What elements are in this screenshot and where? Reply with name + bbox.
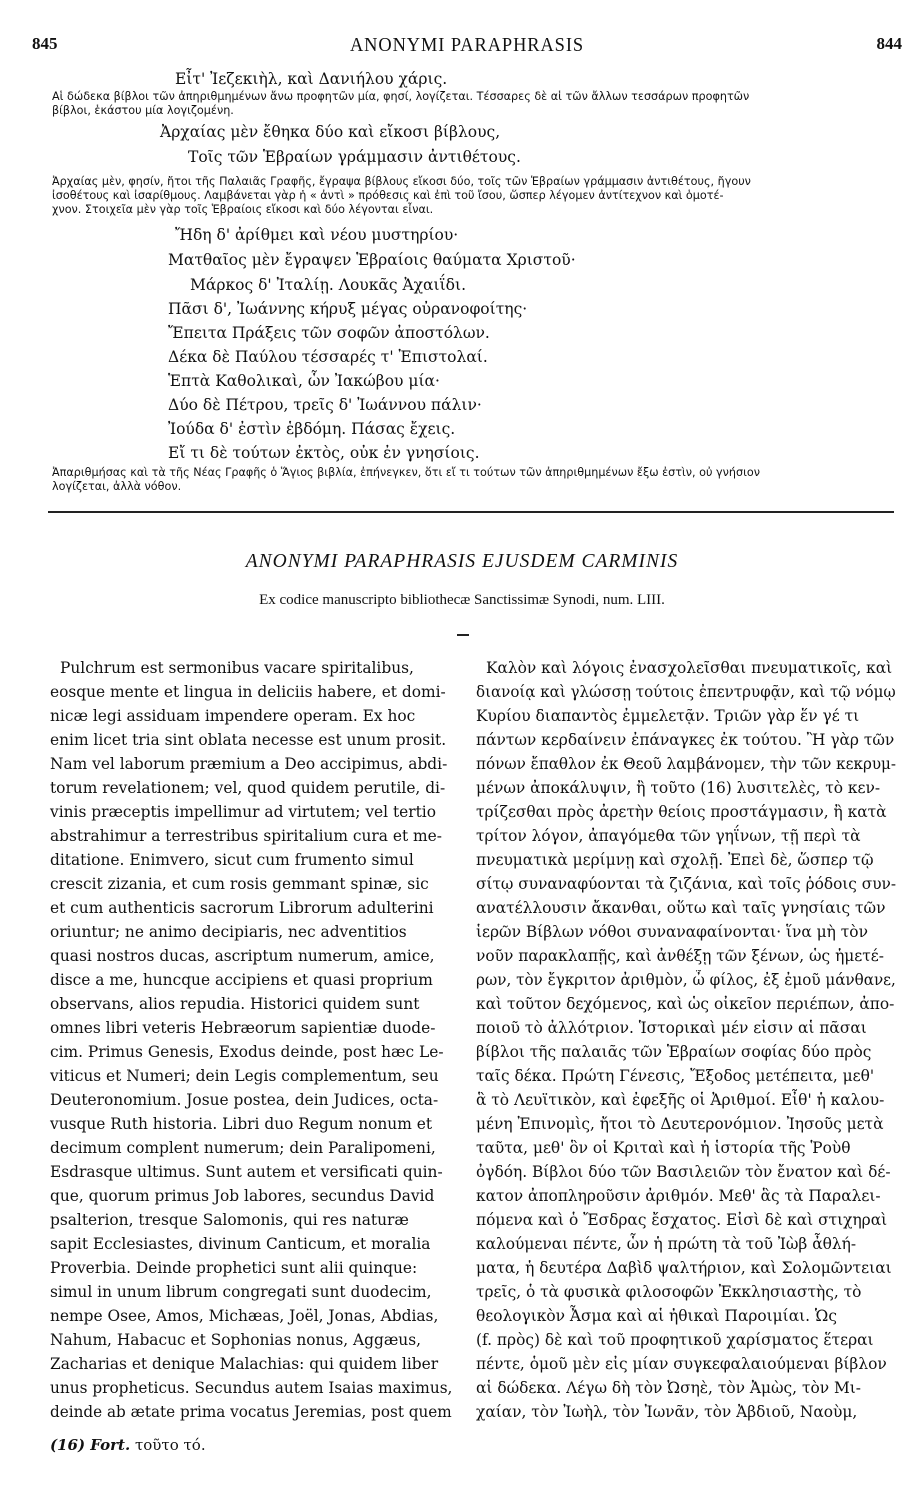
latin-line: Zacharias et denique Malachias: qui quidem liber — [50, 1355, 439, 1373]
verse-line: Μάρκος δ' Ἰταλίῃ. Λουκᾶς Ἀχαιΐδι. — [190, 276, 467, 294]
commentary-line: λογίζεται, ἀλλὰ νόθον. — [52, 480, 182, 493]
greek-line: μένων ἀποκάλυψιν, ἢ τοῦτο (16) λυσιτελὲς, τὸ κεν- — [476, 779, 881, 797]
verse-line: Ἀρχαίας μὲν ἔθηκα δύο καὶ εἴκοσι βίβλους, — [160, 123, 501, 141]
latin-line: quasi nostros ducas, ascriptum numerum, amice, — [50, 947, 435, 965]
greek-line: καλούμεναι πέντε, ὧν ἡ πρώτη τὰ τοῦ Ἰὼβ ἆθλή- — [476, 1235, 857, 1253]
greek-line: μένη Ἐπινομὶς, ἤτοι τὸ Δευτερονόμιον. Ἰησοῦς μετὰ — [476, 1115, 884, 1133]
latin-line: vusque Ruth historia. Libri duo Regum nonum et — [50, 1115, 433, 1133]
latin-line: Esdrasque ultimus. Sunt autem et versificati quin- — [50, 1163, 443, 1181]
latin-line: et cum authenticis sacrorum Librorum adulterini — [50, 899, 434, 917]
latin-line: deinde ab ætate prima vocatus Jeremias, post quem — [50, 1403, 452, 1421]
greek-line: πνευματικὰ μερίμνῃ καὶ σχολῇ. Ἐπεὶ δὲ, ὥσπερ τῷ — [476, 851, 874, 869]
latin-line: decimum complent numerum; dein Paralipomeni, — [50, 1139, 436, 1157]
greek-line: πόμενα καὶ ὁ Ἔσδρας ἔσχατος. Εἰσὶ δὲ καὶ στιχηραὶ — [476, 1211, 888, 1229]
commentary-line: Αἱ δώδεκα βίβλοι τῶν ἀπηριθμημένων ἄνω προφητῶν μία, φησί, λογίζεται. Τέσσαρες δὲ αἱ τῶν ἄλλων τεσσάρων προφητῶν — [52, 90, 750, 103]
running-title: ANONYMI PARAPHRASIS — [349, 34, 585, 56]
greek-line: ματα, ἡ δευτέρα Δαβὶδ ψαλτήριον, καὶ Σολομῶντειαι — [476, 1259, 892, 1277]
greek-line: ἃ τὸ Λευϊτικὸν, καὶ ἐφεξῆς οἱ Ἀριθμοί. Εἶθ' ἡ καλου- — [476, 1091, 885, 1109]
commentary-line: Ἀρχαίας μὲν, φησίν, ἤτοι τῆς Παλαιᾶς Γραφῆς, ἔγραψα βίβλους εἴκοσι δύο, τοῖς τῶν Ἑβραίων γράμμασιν ἀντιθέτους, ἤγουν — [52, 175, 751, 188]
greek-line: ταῖς δέκα. Πρώτη Γένεσις, Ἔξοδος μετέπειτα, μεθ' — [476, 1067, 875, 1085]
verse-line: Πᾶσι δ', Ἰωάννης κήρυξ μέγας οὐρανοφοίτης· — [168, 300, 528, 318]
section-title: ANONYMI PARAPHRASIS EJUSDEM CARMINIS — [245, 551, 679, 572]
page-header — [32, 34, 902, 58]
greek-line: πάντων κερδαίνειν ἐπάναγκες ἐκ τούτου. Ἢ γὰρ τῶν — [476, 731, 895, 749]
verse-line: Ἰούδα δ' ἐστὶν ἑβδόμη. Πάσας ἔχεις. — [168, 420, 456, 438]
greek-line: ὀγδόη. Βίβλοι δύο τῶν Βασιλειῶν τὸν ἔνατον καὶ δέ- — [476, 1163, 891, 1181]
greek-line: νοῦν παρακλαπῇς, καὶ ἀνθέξῃ τῶν ξένων, ὡς ἡμετέ- — [476, 947, 884, 965]
page-number-right: 844 — [876, 34, 902, 53]
greek-line: πέντε, ὁμοῦ μὲν εἰς μίαν συγκεφαλαιούμεναι βίβλον — [476, 1355, 887, 1373]
verse-line: Ἤδη δ' ἀρίθμει καὶ νέου μυστηρίου· — [175, 226, 459, 244]
latin-line: psalterion, tresque Salomonis, qui res naturæ — [50, 1211, 409, 1229]
greek-line: κατον ἀποπληροῦσιν ἀριθμόν. Μεθ' ἃς τὰ Παραλει- — [476, 1187, 881, 1205]
greek-line: ποιοῦ τὸ ἀλλότριον. Ἱστορικαὶ μέν εἰσιν αἱ πᾶσαι — [476, 1019, 867, 1037]
latin-line: crescit zizania, et cum rosis gemmant spinæ, sic — [50, 875, 429, 893]
latin-line: vinis præceptis impellimur ad virtutem; vel tertio — [50, 803, 436, 821]
verse-line: Εἴ τι δὲ τούτων ἐκτὸς, οὐκ ἐν γνησίοις. — [168, 444, 480, 462]
verse-line: Δύο δὲ Πέτρου, τρεῖς δ' Ἰωάννου πάλιν· — [168, 396, 482, 414]
latin-line: que, quorum primus Job labores, secundus David — [50, 1187, 435, 1205]
greek-line: τρεῖς, ὁ τὰ φυσικὰ φιλοσοφῶν Ἐκκλησιαστὴς, τὸ — [476, 1283, 862, 1301]
latin-line: simul in unum librum congregati sunt duodecim, — [50, 1283, 432, 1301]
verse-line: Ἑπτὰ Καθολικαὶ, ὧν Ἰακώβου μία· — [168, 372, 440, 390]
page-number-left: 845 — [32, 34, 58, 53]
greek-line: ανατέλλουσιν ἄκανθαι, οὕτω καὶ ταῖς γνησίαις τῶν — [476, 899, 886, 917]
greek-line: καὶ τοῦτον δεχόμενος, καὶ ὡς οἰκεῖον περιέπων, ἀπο- — [476, 995, 895, 1013]
latin-line: enim licet tria sint oblata necesse est unum prosit. — [50, 731, 447, 749]
latin-line: Nam vel laborum præmium a Deo accipimus, abdi- — [50, 755, 448, 773]
verse-line: Ματθαῖος μὲν ἔγραψεν Ἑβραίοις θαύματα Χριστοῦ· — [168, 251, 576, 269]
verse-line: Εἶτ' Ἰεζεκιὴλ, καὶ Δανιήλου χάρις. — [175, 70, 448, 88]
latin-line: ditatione. Enimvero, sicut cum frumento simul — [50, 851, 414, 869]
latin-line: unus propheticus. Secundus autem Isaias maximus, — [50, 1379, 453, 1397]
latin-line: Deuteronomium. Josue postea, dein Judices, octa- — [50, 1091, 439, 1109]
greek-line: Καλὸν καὶ λόγοις ἐνασχολεῖσθαι πνευματικοῖς, καὶ — [486, 659, 893, 677]
greek-line: τρίτον λόγον, ἀπαγόμεθα τῶν γηΐνων, τῇ περὶ τὰ — [476, 827, 861, 845]
greek-line: ρων, τὸν ἔγκριτον ἀριθμὸν, ὦ φίλος, ἐξ ἐμοῦ μάνθανε, — [476, 971, 896, 989]
commentary-line: Ἀπαριθμήσας καὶ τὰ τῆς Νέας Γραφῆς ὁ Ἅγιος βιβλία, ἐπήνεγκεν, ὅτι εἴ τι τούτων τῶν ἀπηριθμημένων ἔξω ἐστὶν, οὐ γνήσιον — [52, 466, 760, 479]
latin-line: eosque mente et lingua in deliciis habere, et domi- — [50, 683, 446, 701]
greek-line: (f. πρὸς) δὲ καὶ τοῦ προφητικοῦ χαρίσματος ἕτεραι — [476, 1331, 874, 1349]
latin-line: Nahum, Habacuc et Sophonias nonus, Aggæus, — [50, 1331, 422, 1349]
greek-line: Κυρίου διαπαντὸς ἐμμελετᾷν. Τριῶν γὰρ ἕν γέ τι — [476, 707, 860, 725]
latin-line: cim. Primus Genesis, Exodus deinde, post hæc Le- — [50, 1043, 444, 1061]
latin-line: sapit Ecclesiastes, divinum Canticum, et moralia — [50, 1235, 431, 1253]
greek-line: ταῦτα, μεθ' ὃν οἱ Κριταὶ καὶ ἡ ἱστορία τῆς Ῥοὺθ — [476, 1139, 851, 1157]
commentary-line: βίβλοι, ἑκάστου μία λογιζομένη. — [52, 104, 234, 117]
verse-line: Τοῖς τῶν Ἑβραίων γράμμασιν ἀντιθέτους. — [188, 148, 521, 166]
greek-line: πόνων ἔπαθλον ἐκ Θεοῦ λαμβάνομεν, τὴν τῶν κεκρυμ- — [476, 755, 897, 773]
footnote-text: τοῦτο τό. — [134, 1436, 206, 1454]
latin-line: Proverbia. Deinde prophetici sunt alii quinque: — [50, 1259, 418, 1277]
footnote-label: (16) Fort. — [50, 1436, 131, 1454]
latin-line: Pulchrum est sermonibus vacare spiritalibus, — [60, 659, 414, 677]
section-divider — [48, 511, 894, 513]
verse-line: Ἔπειτα Πράξεις τῶν σοφῶν ἀποστόλων. — [168, 324, 490, 342]
commentary-line: χνον. Στοιχεῖα μὲν γὰρ τοῖς Ἑβραίοις εἴκοσι καὶ δύο λέγονται εἶναι. — [52, 203, 434, 216]
section-subtitle: Ex codice manuscripto bibliothecæ Sanctissimæ Synodi, num. LIII. — [259, 592, 665, 608]
latin-line: nempe Osee, Amos, Michæas, Joël, Jonas, Abdias, — [50, 1307, 439, 1325]
greek-line: θεολογικὸν Ἆσμα καὶ αἱ ἠθικαὶ Παροιμίαι. Ὡς — [476, 1307, 837, 1325]
latin-line: disce a me, huncque accipiens et quasi proprium — [50, 971, 433, 989]
title-dash — [457, 634, 469, 636]
latin-line: observans, alios repudia. Historici quidem sunt — [50, 995, 420, 1013]
greek-line: βίβλοι τῆς παλαιᾶς τῶν Ἑβραίων σοφίας δύο πρὸς — [476, 1043, 872, 1061]
latin-line: viticus et Numeri; dein Legis complementum, seu — [50, 1067, 439, 1085]
latin-line: abstrahimur a terrestribus spiritalium cura et me- — [50, 827, 442, 845]
greek-line: χαίαν, τὸν Ἰωὴλ, τὸν Ἰωνᾶν, τὸν Ἀβδιοῦ, Ναοὺμ, — [476, 1403, 858, 1421]
latin-line: nicæ legi assiduam impendere operam. Ex hoc — [50, 707, 416, 725]
greek-line: σίτῳ συναναφύονται τὰ ζιζάνια, καὶ τοῖς ῥόδοις συν- — [476, 875, 897, 893]
greek-line: ἱερῶν Βίβλων νόθοι συναναφαίνονται· ἵνα μὴ τὸν — [476, 923, 868, 941]
latin-line: oriuntur; ne animo decipiaris, nec adventitios — [50, 923, 407, 941]
greek-line: διανοίᾳ καὶ γλώσσῃ τούτοις ἐπεντρυφᾷν, καὶ τῷ νόμῳ — [476, 683, 896, 701]
commentary-line: ἰσοθέτους καὶ ἰσαρίθμους. Λαμβάνεται γὰρ ἡ « ἀντὶ » πρόθεσις καὶ ἐπὶ τοῦ ἴσου, ὥσπερ λέγομεν ἀντίτεχνον καὶ ὁμοτέ- — [52, 189, 724, 202]
greek-line: αἱ δώδεκα. Λέγω δὴ τὸν Ὠσηὲ, τὸν Ἀμὼς, τὸν Μι- — [476, 1379, 861, 1397]
greek-line: τρίζεσθαι πρὸς ἀρετὴν θείοις προστάγμασιν, ἢ κατὰ — [476, 803, 887, 821]
latin-line: torum revelationem; vel, quod quidem perutile, di- — [50, 779, 446, 797]
latin-line: omnes libri veteris Hebræorum sapientiæ duode- — [50, 1019, 436, 1037]
verse-line: Δέκα δὲ Παύλου τέσσαρές τ' Ἐπιστολαί. — [168, 348, 488, 366]
footnote — [50, 1436, 206, 1454]
